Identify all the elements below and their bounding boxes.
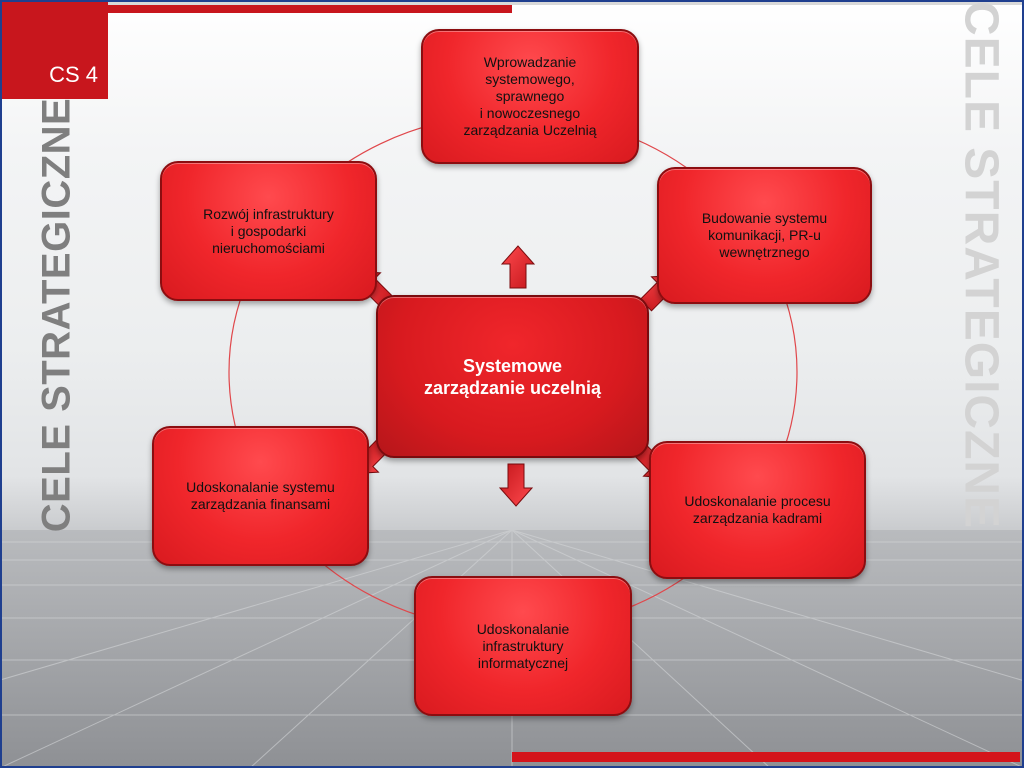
goal-text: Udoskonalanie procesu zarządzania kadrami xyxy=(684,493,831,526)
goal-text: Wprowadzanie systemowego, sprawnego i nowoczesnego zarządzania Uczelnią xyxy=(463,54,597,138)
vertical-title-left: CELE STRATEGICZNE xyxy=(34,97,79,533)
arrow-down-icon xyxy=(500,464,532,506)
goal-text: Rozwój infrastruktury i gospodarki nieruchomościami xyxy=(203,205,334,256)
goal-node-communication xyxy=(657,167,872,304)
arrow-up-icon xyxy=(502,246,534,288)
center-node xyxy=(376,295,649,458)
goal-node-finance xyxy=(152,426,369,566)
center-text: Systemowe zarządzanie uczelnią xyxy=(423,355,602,398)
slide-code: CS 4 xyxy=(49,62,98,87)
goal-text: Udoskonalanie systemu zarządzania finansami xyxy=(186,479,335,512)
goal-node-it xyxy=(414,576,632,716)
goal-node-hr xyxy=(649,441,866,579)
goal-node-management xyxy=(421,29,639,164)
goal-node-infrastructure xyxy=(160,161,377,301)
vertical-title-right-watermark: CELE STRATEGICZNE xyxy=(954,0,1008,530)
goal-text: Budowanie systemu komunikacji, PR-u wewnętrznego xyxy=(701,210,828,260)
goal-text: Udoskonalanie infrastruktury informatycznej xyxy=(476,620,570,671)
